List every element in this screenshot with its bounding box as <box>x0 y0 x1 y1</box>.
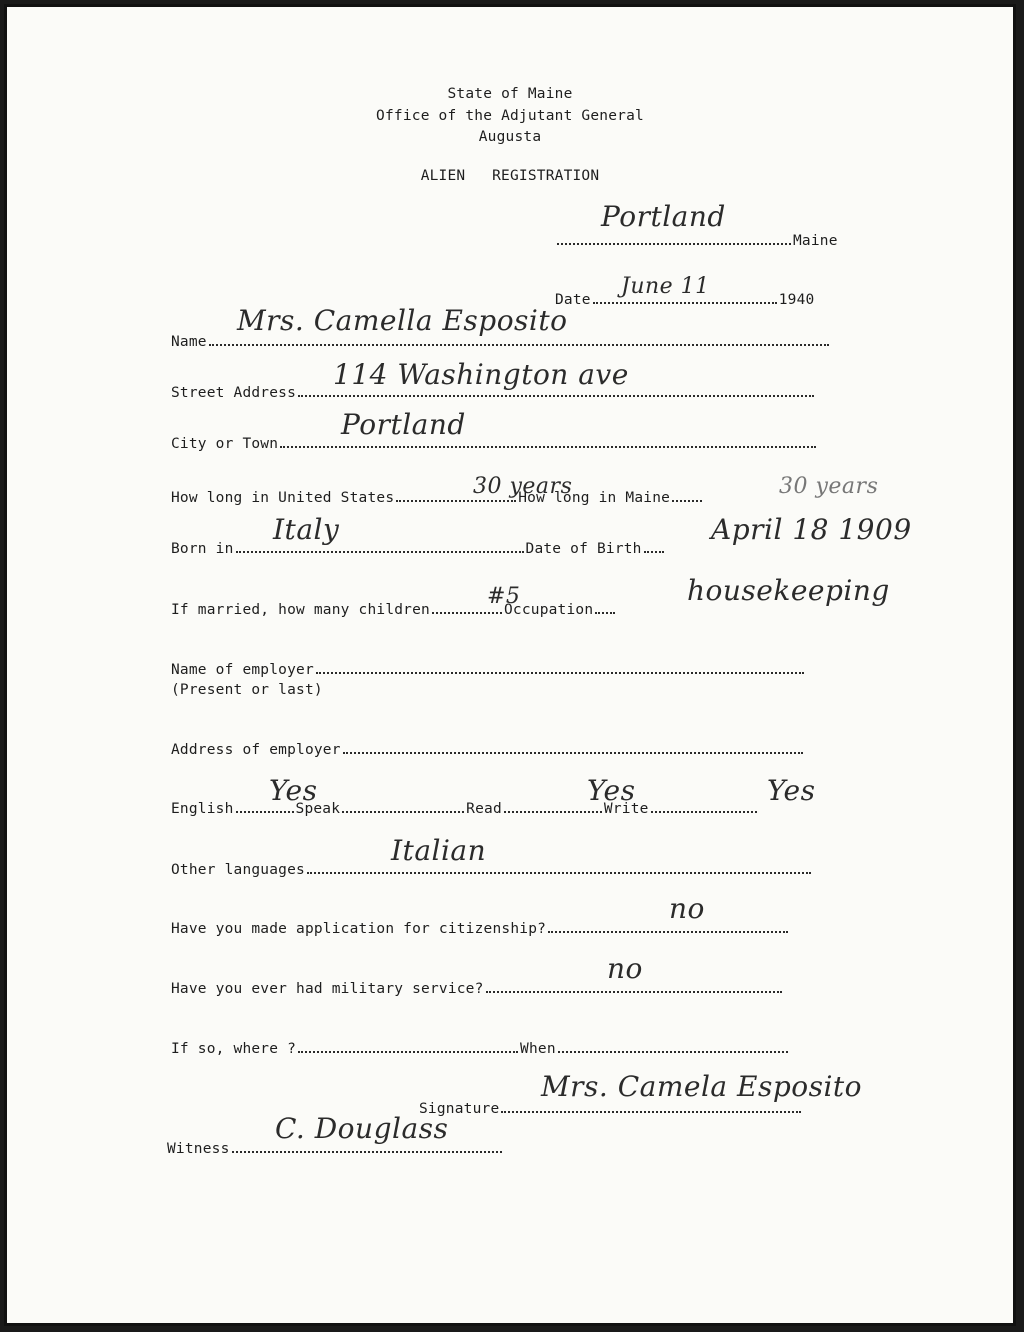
duration-row <box>171 489 704 507</box>
place-handwritten: Portland <box>601 200 726 233</box>
languages-handwritten: Italian <box>391 834 487 867</box>
occupation-handwritten: housekeeping <box>687 574 890 607</box>
us-duration-handwritten: 30 years <box>473 474 573 499</box>
name-label: Name <box>171 334 207 350</box>
date-handwritten: June 11 <box>621 274 710 299</box>
header-office: Office of the Adjutant General <box>376 108 644 124</box>
employer-row <box>171 661 806 679</box>
citizenship-label: Have you made application for citizenship? <box>171 921 547 937</box>
birth-row <box>171 540 666 558</box>
read-label: Read <box>466 801 502 817</box>
street-handwritten: 114 Washington ave <box>333 358 629 391</box>
citizenship-handwritten: no <box>669 892 705 925</box>
dob-label: Date of Birth <box>525 541 642 557</box>
date-label: Date <box>555 292 591 308</box>
languages-row <box>171 861 813 879</box>
city-row <box>171 435 818 453</box>
witness-label: Witness <box>167 1141 230 1157</box>
employer-label: Name of employer <box>171 662 314 678</box>
born-handwritten: Italy <box>273 513 340 546</box>
witness-handwritten: C. Douglass <box>275 1112 449 1145</box>
header-state: State of Maine <box>447 86 573 102</box>
header-city: Augusta <box>478 129 542 145</box>
children-label: If married, how many children <box>171 602 430 618</box>
employer-sublabel: (Present or last) <box>171 682 323 698</box>
children-row <box>171 601 617 619</box>
when-label: When <box>520 1041 556 1057</box>
signature-label: Signature <box>419 1101 500 1117</box>
place-line <box>555 232 838 250</box>
street-label: Street Address <box>171 385 297 401</box>
english-label: English <box>171 801 234 817</box>
read-handwritten: Yes <box>587 774 636 807</box>
maine-duration-handwritten: 30 years <box>779 474 879 499</box>
born-label: Born in <box>171 541 234 557</box>
military-row <box>171 980 784 998</box>
signature-handwritten: Mrs. Camela Esposito <box>541 1070 863 1103</box>
occupation-label: Occupation <box>503 602 594 618</box>
english-row <box>171 800 759 818</box>
military-handwritten: no <box>607 952 643 985</box>
write-label: Write <box>603 801 649 817</box>
dob-handwritten: April 18 1909 <box>711 513 912 546</box>
where-row <box>171 1040 790 1058</box>
speak-label: Speak <box>295 801 341 817</box>
write-handwritten: Yes <box>767 774 816 807</box>
city-handwritten: Portland <box>341 408 466 441</box>
place-suffix: Maine <box>793 233 838 249</box>
date-year: 1940 <box>778 292 815 308</box>
where-label: If so, where ? <box>171 1041 297 1057</box>
employer-address-label: Address of employer <box>171 742 341 758</box>
languages-label: Other languages <box>171 862 305 878</box>
employer-address-row <box>171 741 805 759</box>
english-handwritten: Yes <box>269 774 318 807</box>
name-handwritten: Mrs. Camella Esposito <box>237 304 568 337</box>
city-label: City or Town <box>171 436 279 452</box>
us-duration-label: How long in United States <box>171 490 395 506</box>
form-page <box>4 4 1016 1326</box>
children-handwritten: #5 <box>487 584 521 609</box>
form-title: ALIEN REGISTRATION <box>420 168 600 184</box>
maine-duration-label: How long in Maine <box>518 490 671 506</box>
military-label: Have you ever had military service? <box>171 981 484 997</box>
